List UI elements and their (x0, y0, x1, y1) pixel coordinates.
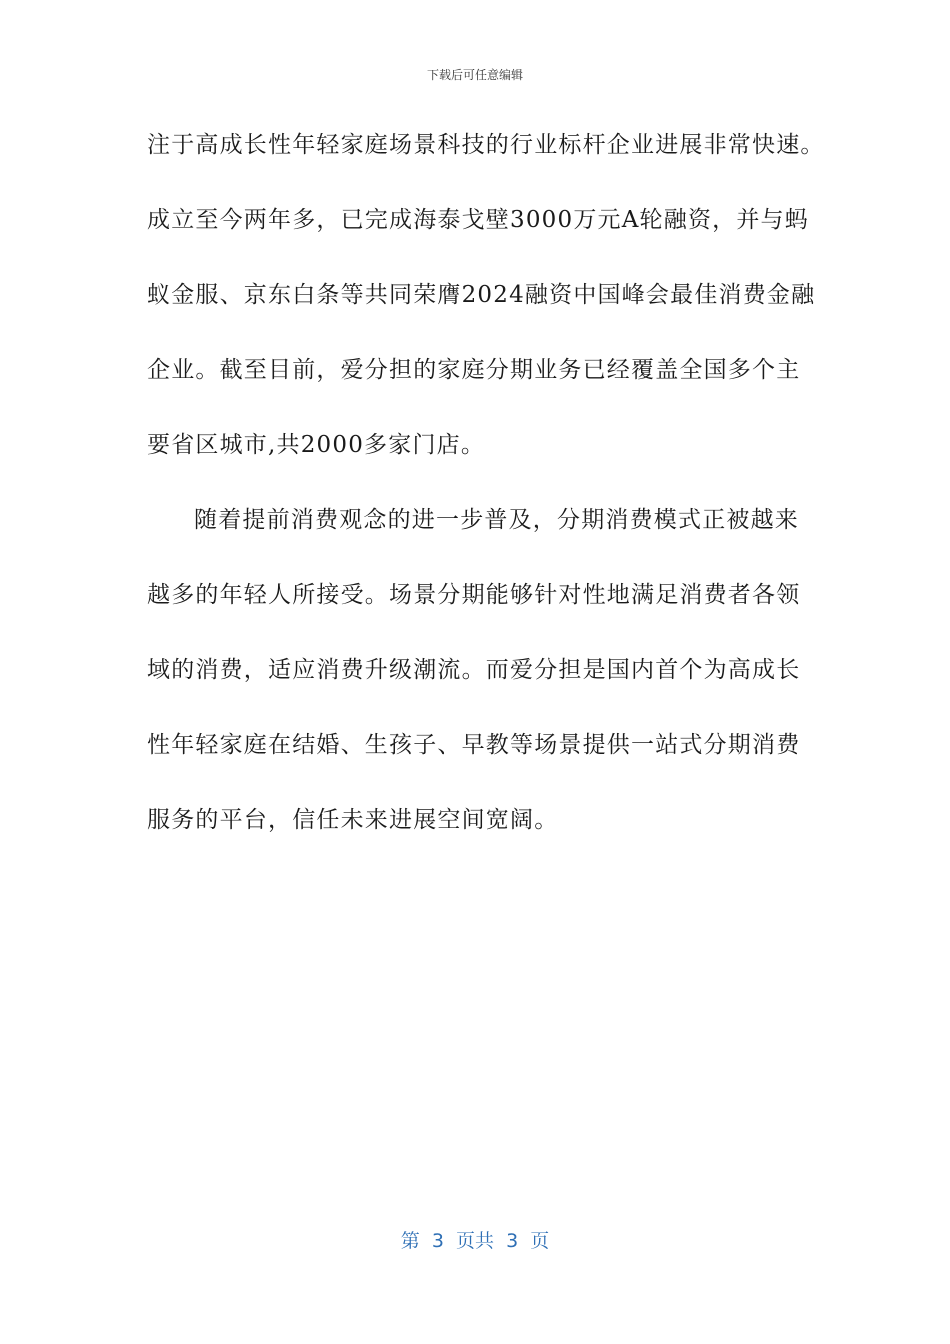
text-line: 域的消费，适应消费升级潮流。而爱分担是国内首个为高成长 (147, 657, 801, 683)
text-line: 性年轻家庭在结婚、生孩子、早教等场景提供一站式分期消费 (147, 732, 801, 758)
text-line: 注于高成长性年轻家庭场景科技的行业标杆企业进展非常快速。 (147, 132, 825, 158)
header-note: 下载后可任意编辑 (426, 68, 523, 82)
document-body (147, 122, 825, 872)
text-line: 越多的年轻人所接受。场景分期能够针对性地满足消费者各领 (147, 582, 801, 608)
page-number: 第 3 页共 3 页 (400, 1230, 550, 1252)
text-line: 成立至今两年多，已完成海泰戈壁3000万元A轮融资，并与蚂 (147, 207, 809, 233)
text-line: 企业。截至目前，爱分担的家庭分期业务已经覆盖全国多个主 (147, 357, 801, 383)
text-line: 随着提前消费观念的进一步普及，分期消费模式正被越来 (194, 507, 799, 533)
text-line: 要省区城市,共2000多家门店。 (147, 432, 486, 458)
text-line: 服务的平台，信任未来进展空间宽阔。 (147, 807, 559, 833)
text-line: 蚁金服、京东白条等共同荣膺2024融资中国峰会最佳消费金融 (147, 282, 816, 308)
